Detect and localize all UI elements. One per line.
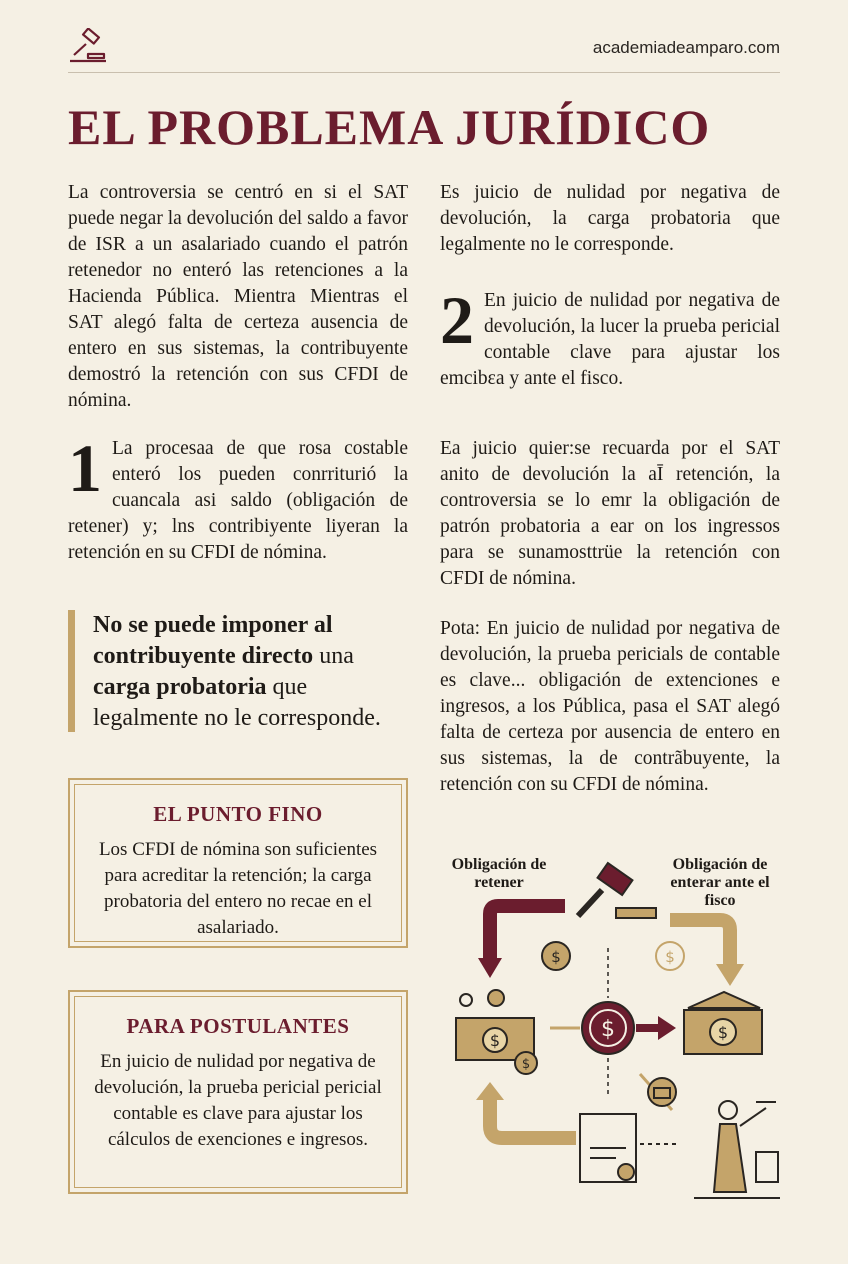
- right-paragraph-4: Pota: En juicio de nulidad por negativa de devolución, la prueba pericials de contable es clave... obligación de extenciones e ingresos, a los Pública, pasa el SAT alegó falta de certeza por ausencia de entero en sus sistemas, la de contrãbuyente, la retención con su CFDI de nómina.: [440, 618, 780, 795]
- header-divider: [68, 72, 780, 73]
- diagram-label-retener: Obligación de retener: [451, 856, 547, 891]
- money-left-icon: [456, 990, 537, 1074]
- punto-fino-text: Los CFDI de nómina son suficientes para acreditar la retención; la carga probatoria del entero no recae en el asalariado.: [98, 839, 378, 938]
- svg-text:$: $: [665, 948, 675, 966]
- point-1-number: 1: [68, 430, 102, 506]
- arrow-return-head: [476, 1082, 504, 1100]
- bank-money-icon: [684, 992, 762, 1054]
- bank-coin-icon: [640, 1074, 676, 1110]
- arrow-return: [490, 1098, 576, 1138]
- point-1: [68, 430, 408, 566]
- quote-text-2: que legalmente no le corresponde.: [93, 674, 381, 731]
- gavel-center-icon: [578, 863, 656, 918]
- svg-text:$: $: [717, 1023, 729, 1042]
- center-money-icon: [550, 948, 676, 1098]
- svg-text:$: $: [521, 1057, 531, 1072]
- document-icon: [580, 1114, 676, 1182]
- page-title: EL PROBLEMA JURÍDICO: [68, 99, 711, 155]
- quote-bold-2: carga probatoria: [93, 674, 267, 700]
- arrow-retener-head: [478, 958, 502, 978]
- point-2-text: En juicio de nulidad por negativa de devolución, la lucer la prueba pericial contable clave para ajustar los emcibɛa y ante el fisco.: [440, 290, 780, 389]
- point-2: [440, 282, 780, 392]
- intro-paragraph: La controversia se centró en si el SAT puede negar la devolución del saldo a favor de ISR a un asalariado cuando el patrón retenedor no enteró las retenciones a la Hacienda Pública. Mientra Mientras el SAT alegó falta de certeza ausencia de entero en sus sistemas, la contribuyente demostró la retención con sus CFDI de nómina.: [68, 182, 408, 411]
- point-2-number: 2: [440, 282, 474, 358]
- point-1-text: La procesaa de que rosa costable enteró los pueden conrriturió la cuancala asi saldo (obligación de retener) y; lns contribiyente liyeran la retención en su CFDI de nómina.: [68, 438, 408, 563]
- svg-text:$: $: [489, 1031, 501, 1050]
- postulantes-card: [68, 990, 408, 1194]
- punto-fino-title: EL PUNTO FINO: [153, 802, 323, 826]
- quote-bold-1: No se puede imponer al contribuyente directo: [93, 612, 333, 669]
- coin-icon: [542, 942, 570, 970]
- right-paragraph-1: Es juicio de nulidad por negativa de devolución, la carga probatoria que legalmente no le corresponde.: [440, 182, 780, 255]
- svg-text:$: $: [551, 948, 561, 966]
- justice-icon: [694, 1101, 780, 1198]
- coin-outline-icon: [656, 942, 684, 970]
- gavel-icon: [68, 28, 108, 64]
- svg-text:$: $: [601, 1017, 615, 1042]
- punto-fino-card: [68, 778, 408, 948]
- quote-text-1: una: [313, 643, 354, 669]
- flow-diagram: [440, 848, 784, 1200]
- pull-quote: [68, 610, 408, 732]
- right-paragraph-3: Ea juicio quier:se recuarda por el SAT anito de devolución la aĪ retención, la controversia se lo emr la obligación de patrón probatoria a ear on los ingressos para se sunamosttrüe la retención con CFDI de nómina.: [440, 438, 780, 589]
- postulantes-text: En juicio de nulidad por negativa de devolución, la prueba pericial pericial contable es clave para ajustar los cálculos de exenciones e ingresos.: [94, 1051, 382, 1150]
- diagram-label-enterar: Obligación de enterar ante el fisco: [670, 856, 770, 909]
- arrow-enterar: [670, 920, 730, 966]
- postulantes-title: PARA POSTULANTES: [126, 1014, 350, 1038]
- site-url[interactable]: academiadeamparo.com: [592, 38, 780, 57]
- arrow-enterar-head: [716, 964, 744, 986]
